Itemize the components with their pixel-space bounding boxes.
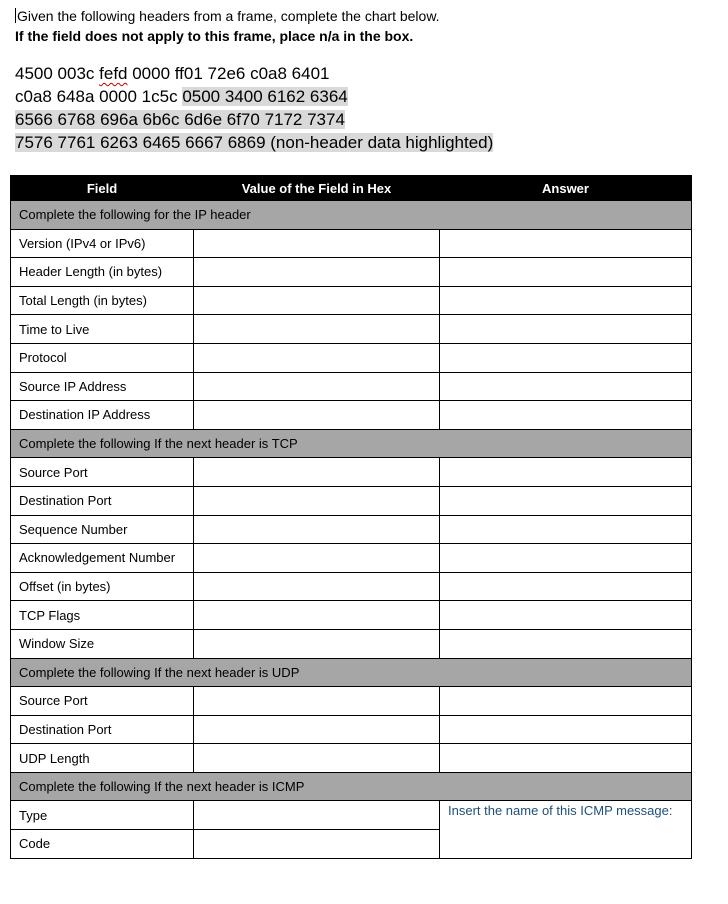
table-row xyxy=(11,401,692,430)
header-chart xyxy=(10,175,692,859)
hex-cell[interactable] xyxy=(194,601,440,630)
field-label: Destination IP Address xyxy=(11,401,194,430)
table-row xyxy=(11,486,692,515)
hex-line-1: 4500 003c fefd 0000 ff01 72e6 c0a8 6401 xyxy=(15,64,330,83)
icmp-answer-cell[interactable] xyxy=(440,801,692,858)
field-column-header: Field xyxy=(11,176,194,201)
answer-cell[interactable] xyxy=(440,286,692,315)
table-row xyxy=(11,687,692,716)
answer-cell[interactable] xyxy=(440,687,692,716)
hex-cell[interactable] xyxy=(194,801,440,830)
hex-cell[interactable] xyxy=(194,401,440,430)
field-label: Destination Port xyxy=(11,486,194,515)
hex-cell[interactable] xyxy=(194,315,440,344)
table-row xyxy=(11,601,692,630)
answer-column-header: Answer xyxy=(440,176,692,201)
hex-cell[interactable] xyxy=(194,229,440,258)
hex-line-3 xyxy=(15,108,493,131)
hex-cell[interactable] xyxy=(194,830,440,859)
table-row xyxy=(11,801,692,830)
hex-dump xyxy=(15,62,493,154)
section-label: Complete the following If the next header is UDP xyxy=(11,658,692,687)
field-label: Time to Live xyxy=(11,315,194,344)
field-label: Destination Port xyxy=(11,715,194,744)
answer-cell[interactable] xyxy=(440,629,692,658)
table-header-row xyxy=(11,176,692,201)
highlighted-data: 0500 3400 6162 6364 xyxy=(182,87,348,106)
table-row xyxy=(11,315,692,344)
field-label: Source Port xyxy=(11,458,194,487)
hex-cell[interactable] xyxy=(194,343,440,372)
answer-cell[interactable] xyxy=(440,315,692,344)
answer-cell[interactable] xyxy=(440,601,692,630)
answer-cell[interactable] xyxy=(440,401,692,430)
hex-cell[interactable] xyxy=(194,544,440,573)
hex-cell[interactable] xyxy=(194,715,440,744)
field-label: Code xyxy=(11,830,194,859)
hex-cell[interactable] xyxy=(194,286,440,315)
hex-cell[interactable] xyxy=(194,458,440,487)
field-label: Version (IPv4 or IPv6) xyxy=(11,229,194,258)
icmp-note: Insert the name of this ICMP message: xyxy=(448,803,673,819)
answer-cell[interactable] xyxy=(440,572,692,601)
table-row xyxy=(11,744,692,773)
hex-cell[interactable] xyxy=(194,744,440,773)
highlighted-data: 7576 7761 6263 6465 6667 6869 (non-header data highlighted) xyxy=(15,133,494,152)
section-row-tcp xyxy=(11,429,692,458)
answer-cell[interactable] xyxy=(440,258,692,287)
table-row xyxy=(11,258,692,287)
field-label: UDP Length xyxy=(11,744,194,773)
section-label: Complete the following for the IP header xyxy=(11,201,692,230)
field-label: Total Length (in bytes) xyxy=(11,286,194,315)
hex-column-header: Value of the Field in Hex xyxy=(194,176,440,201)
field-label: Source Port xyxy=(11,687,194,716)
section-row-icmp xyxy=(11,772,692,801)
hex-cell[interactable] xyxy=(194,687,440,716)
field-label: Window Size xyxy=(11,629,194,658)
hex-line-4 xyxy=(15,131,493,154)
answer-cell[interactable] xyxy=(440,229,692,258)
hex-cell[interactable] xyxy=(194,572,440,601)
field-label: Sequence Number xyxy=(11,515,194,544)
answer-cell[interactable] xyxy=(440,372,692,401)
table-row xyxy=(11,372,692,401)
table-row xyxy=(11,629,692,658)
field-label: Offset (in bytes) xyxy=(11,572,194,601)
table-row xyxy=(11,544,692,573)
answer-cell[interactable] xyxy=(440,544,692,573)
instruction-line-2: If the field does not apply to this frame, place n/a in the box. xyxy=(15,28,414,44)
hex-line-2: c0a8 648a 0000 1c5c 0500 3400 6162 6364 xyxy=(15,87,348,106)
answer-cell[interactable] xyxy=(440,343,692,372)
hex-cell[interactable] xyxy=(194,515,440,544)
field-label: Protocol xyxy=(11,343,194,372)
field-label: Source IP Address xyxy=(11,372,194,401)
highlighted-data: 6566 6768 696a 6b6c 6d6e 6f70 7172 7374 xyxy=(15,110,345,129)
spellcheck-word: fefd xyxy=(99,64,128,83)
hex-cell[interactable] xyxy=(194,258,440,287)
field-label: Header Length (in bytes) xyxy=(11,258,194,287)
hex-cell[interactable] xyxy=(194,486,440,515)
section-label: Complete the following If the next header is TCP xyxy=(11,429,692,458)
hex-cell[interactable] xyxy=(194,372,440,401)
table-row xyxy=(11,286,692,315)
table-row xyxy=(11,458,692,487)
instruction-line-1: Given the following headers from a frame, complete the chart below. xyxy=(17,8,440,24)
table-row xyxy=(11,229,692,258)
section-label: Complete the following If the next header is ICMP xyxy=(11,772,692,801)
field-label: TCP Flags xyxy=(11,601,194,630)
section-row-udp xyxy=(11,658,692,687)
answer-cell[interactable] xyxy=(440,458,692,487)
answer-cell[interactable] xyxy=(440,486,692,515)
instructions xyxy=(15,6,440,46)
table-row xyxy=(11,515,692,544)
text-cursor xyxy=(15,8,16,23)
section-row-ip xyxy=(11,201,692,230)
field-label: Type xyxy=(11,801,194,830)
table-row xyxy=(11,715,692,744)
table-row xyxy=(11,343,692,372)
hex-cell[interactable] xyxy=(194,629,440,658)
answer-cell[interactable] xyxy=(440,715,692,744)
answer-cell[interactable] xyxy=(440,515,692,544)
field-label: Acknowledgement Number xyxy=(11,544,194,573)
answer-cell[interactable] xyxy=(440,744,692,773)
table-row xyxy=(11,572,692,601)
